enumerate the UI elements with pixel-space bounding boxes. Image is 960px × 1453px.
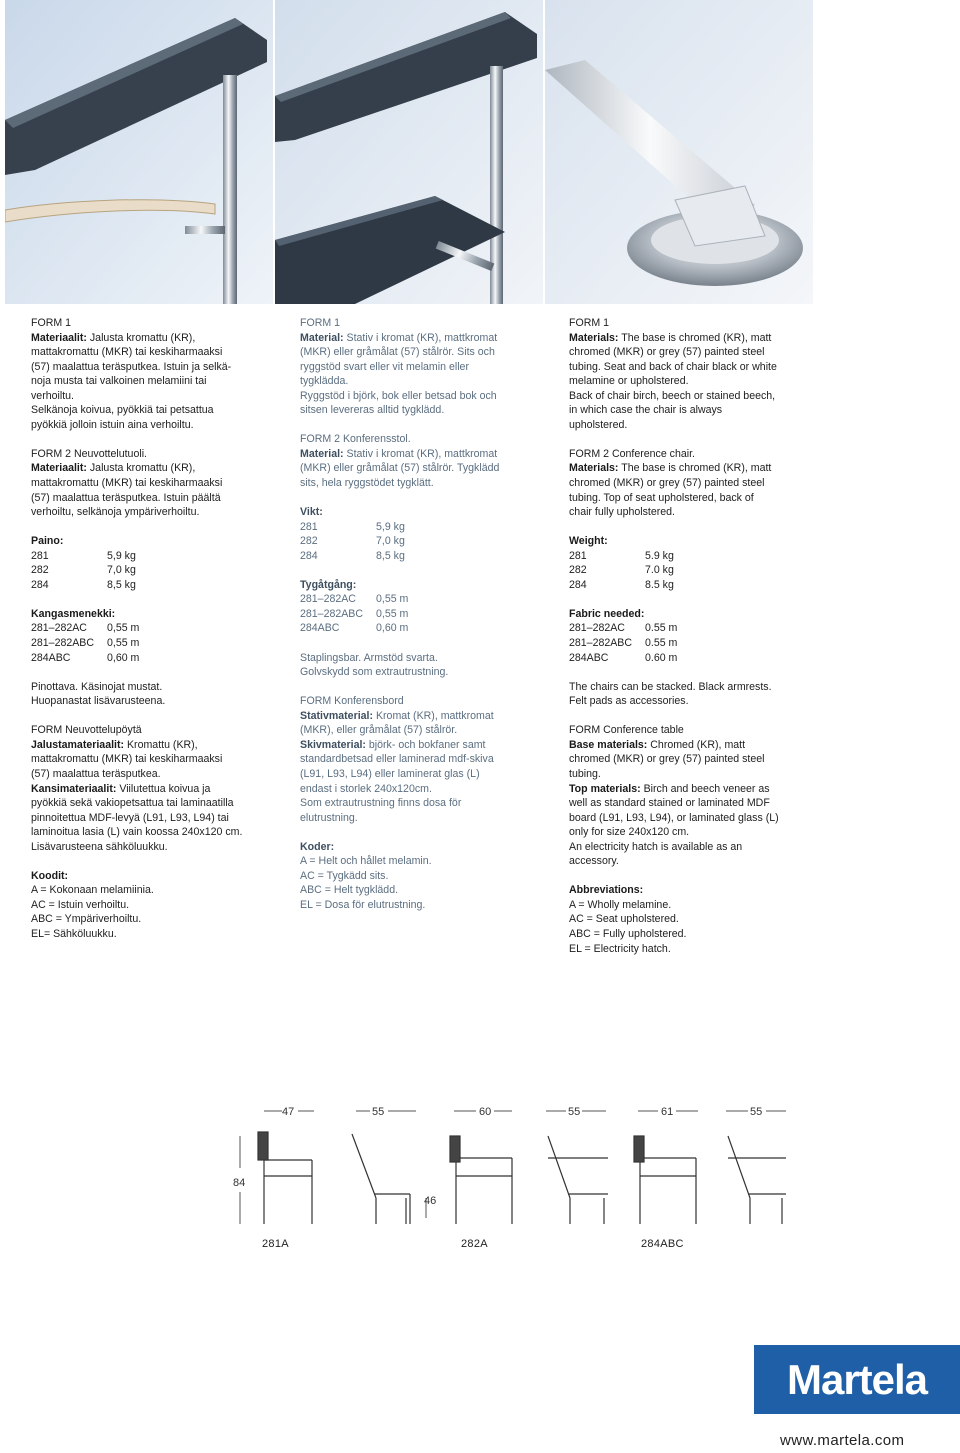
- text-line: laminoitua lasia (L) vain koossa 240x120 cm.: [31, 826, 243, 839]
- table-title: FORM Konferensbord: [300, 695, 404, 708]
- text-line: EL= Sähköluukku.: [31, 927, 117, 940]
- form2-section: [31, 447, 281, 520]
- text-line: chair fully upholstered.: [569, 506, 675, 519]
- text-line: verhoiltu, selkänoja ympäriverhoiltu.: [31, 506, 200, 519]
- text-line: tubing. Top of seat upholstered, back of: [569, 491, 754, 504]
- codes-label: Koder:: [300, 840, 335, 853]
- spec-row: 284 8,5 kg: [300, 549, 405, 562]
- text-line: melamine or upholstered.: [569, 375, 689, 388]
- text-line: (57) maalattua teräsputkea. Istuin ja selkä-: [31, 360, 232, 373]
- table-title: FORM Neuvottelupöytä: [31, 724, 142, 737]
- spec-row: 282 7,0 kg: [31, 564, 136, 577]
- width-label: 47: [282, 1106, 295, 1118]
- dimension-drawings: [230, 1100, 790, 1260]
- chair-side-drawing: [352, 1134, 410, 1224]
- text-line: (MKR) eller gråmålat (57) stålrör. Tygklädd: [300, 462, 500, 475]
- form1-title: FORM 1: [300, 317, 341, 329]
- spec-row: 284ABC 0,60 m: [31, 651, 140, 664]
- spec-row: 282 7.0 kg: [569, 564, 674, 577]
- text-line: A = Helt och hållet melamin.: [300, 855, 432, 868]
- weight-section: [569, 534, 819, 592]
- text-line: standardbetsad eller laminerad mdf-skiva: [300, 753, 494, 766]
- notes-text: [569, 680, 819, 709]
- spec-row: 281–282AC 0,55 m: [300, 593, 409, 606]
- weight-rows: [569, 549, 819, 593]
- table-section: [300, 694, 550, 825]
- chair-281a-drawing: [258, 1132, 312, 1224]
- logo-text: Martela: [786, 1355, 928, 1403]
- text-line: ABC = Helt tygklädd.: [300, 884, 399, 897]
- form1-text: [31, 331, 281, 433]
- spec-row: 281–282ABC 0.55 m: [569, 637, 678, 650]
- codes-section: [569, 883, 819, 956]
- text-line: Back of chair birch, beech or stained beech,: [569, 389, 776, 402]
- finnish-column: [31, 316, 281, 956]
- table-section: [569, 723, 819, 868]
- fabric-section: [31, 607, 281, 665]
- text-line: noja musta tai valkoinen melamiini tai: [31, 375, 207, 388]
- text-line: (MKR), eller gråmålat (57) stålrör.: [300, 724, 458, 737]
- codes-text: [569, 898, 819, 956]
- text-line: Felt pads as accessories.: [569, 695, 689, 708]
- weight-label: Paino:: [31, 535, 64, 548]
- spec-row: 281–282AC 0.55 m: [569, 622, 678, 635]
- text-line: AC = Istuin verhoiltu.: [31, 898, 130, 911]
- spec-row: 281–282AC 0,55 m: [31, 622, 140, 635]
- notes-text: [300, 651, 550, 680]
- text-line: Ryggstöd i björk, bok eller betsad bok och: [300, 389, 497, 402]
- text-line: in which case the chair is always: [569, 404, 723, 417]
- text-line: board (L91, L93, L94), or laminated glass (L): [569, 811, 779, 824]
- form2-text: [569, 461, 819, 519]
- english-column: [569, 316, 819, 971]
- text-line: Lisävarusteena sähköluukku.: [31, 840, 168, 853]
- text-line: elutrustning.: [300, 811, 358, 824]
- form2-title: FORM 2 Conference chair.: [569, 447, 695, 460]
- text-line: Stativmaterial: Kromat (KR), mattkromat: [300, 709, 494, 722]
- text-line: verhoiltu.: [31, 389, 74, 402]
- chair-side-drawing-2: [548, 1136, 608, 1224]
- table-text: [31, 738, 281, 854]
- weight-label: Weight:: [569, 535, 608, 548]
- text-line: only for size 240x120 cm.: [569, 826, 690, 839]
- text-line: EL = Dosa för elutrustning.: [300, 898, 426, 911]
- text-line: tubing. Seat and back of chair black or white: [569, 360, 777, 373]
- codes-text: [300, 854, 550, 912]
- text-line: (57) maalattua teräsputkea.: [31, 767, 161, 780]
- weight-rows: [300, 520, 550, 564]
- text-line: (MKR) eller gråmålat (57) stålrör. Sits och: [300, 346, 495, 359]
- text-line: The chairs can be stacked. Black armrests.: [569, 680, 772, 693]
- text-line: accessory.: [569, 855, 619, 868]
- width-label: 60: [479, 1106, 492, 1118]
- fabric-label: Fabric needed:: [569, 607, 645, 620]
- martela-logo: [754, 1345, 960, 1414]
- text-line: Top materials: Birch and beech veneer as: [569, 782, 770, 795]
- spec-row: 281 5.9 kg: [569, 549, 674, 562]
- text-line: Huopanastat lisävarusteena.: [31, 695, 166, 708]
- text-line: ryggstöd svart eller vit melamin eller: [300, 360, 469, 373]
- website-url[interactable]: www.martela.com: [780, 1432, 905, 1449]
- table-text: [300, 709, 550, 825]
- text-line: Selkänoja koivua, pyökkiä tai petsattua: [31, 404, 214, 417]
- form2-section: [569, 447, 819, 520]
- text-line: (57) maalattua teräsputkea. Istuin päältä: [31, 491, 221, 504]
- form2-text: [31, 461, 281, 519]
- width-label: 55: [372, 1106, 385, 1118]
- text-line: mattakromattu (MKR) tai keskiharmaaksi: [31, 753, 223, 766]
- spec-row: 281–282ABC 0,55 m: [300, 607, 409, 620]
- text-line: ABC = Fully upholstered.: [569, 927, 687, 940]
- notes-section: [300, 651, 550, 680]
- spec-row: 282 7,0 kg: [300, 535, 405, 548]
- text-line: AC = Tygkädd sits.: [300, 869, 389, 882]
- form1-title: FORM 1: [569, 317, 610, 329]
- text-line: Jalustamateriaalit: Kromattu (KR),: [31, 738, 198, 751]
- text-line: ABC = Ympäriverhoiltu.: [31, 913, 142, 926]
- text-line: Materiaalit: Jalusta kromattu (KR),: [31, 331, 196, 344]
- spec-row: 284 8,5 kg: [31, 578, 136, 591]
- model-label-282a: 282A: [461, 1238, 488, 1250]
- form1-text: [569, 331, 819, 433]
- text-line: Materiaalit: Jalusta kromattu (KR),: [31, 462, 196, 475]
- text-line: An electricity hatch is available as an: [569, 840, 743, 853]
- fabric-section: [569, 607, 819, 665]
- fabric-rows: [300, 592, 550, 636]
- form1-title: FORM 1: [31, 317, 72, 329]
- chair-282a-drawing: [450, 1136, 512, 1224]
- codes-text: [31, 883, 281, 941]
- text-line: chromed (MKR) or grey (57) painted steel: [569, 346, 765, 359]
- text-line: Base materials: Chromed (KR), matt: [569, 738, 746, 751]
- text-line: pyökkiä sekä vakiopetsattua tai laminaatilla: [31, 797, 234, 810]
- text-line: mattakromattu (MKR) tai keskiharmaaksi: [31, 477, 223, 490]
- form1-section: [569, 316, 819, 432]
- text-line: EL = Electricity hatch.: [569, 942, 671, 955]
- fabric-label: Kangasmenekki:: [31, 607, 116, 620]
- text-line: chromed (MKR) or grey (57) painted steel: [569, 753, 765, 766]
- model-label-281a: 281A: [262, 1238, 289, 1250]
- table-text: [569, 738, 819, 869]
- form2-text: [300, 447, 550, 491]
- text-line: A = Wholly melamine.: [569, 898, 672, 911]
- text-line: Material: Stativ i kromat (KR), mattkromat: [300, 447, 498, 460]
- chair-armrest-photo: [5, 0, 273, 304]
- text-line: well as standard stained or laminated MDF: [569, 797, 770, 810]
- codes-label: Koodit:: [31, 869, 69, 882]
- seat-height-label: 46: [424, 1195, 437, 1207]
- form2-title: FORM 2 Neuvottelutuoli.: [31, 447, 147, 460]
- text-line: Kansimateriaalit: Viilutettua koivua ja: [31, 782, 211, 795]
- notes-section: [31, 680, 281, 709]
- spec-row: 281 5,9 kg: [300, 520, 405, 533]
- notes-section: [569, 680, 819, 709]
- text-line: sits, hela ryggstödet tygklätt.: [300, 477, 434, 490]
- text-line: AC = Seat upholstered.: [569, 913, 679, 926]
- width-label: 55: [750, 1106, 763, 1118]
- text-line: Materials: The base is chromed (KR), matt: [569, 462, 772, 475]
- table-section: [31, 723, 281, 854]
- spec-row: 281–282ABC 0,55 m: [31, 637, 140, 650]
- form2-section: [300, 432, 550, 490]
- chair-284abc-drawing: [634, 1136, 696, 1224]
- text-line: tygklädda.: [300, 375, 349, 388]
- height-label: 84: [233, 1177, 246, 1189]
- spec-row: 284ABC 0,60 m: [300, 622, 409, 635]
- text-line: sitsen levereras alltid tygklädd.: [300, 404, 445, 417]
- weight-rows: [31, 549, 281, 593]
- text-line: Material: Stativ i kromat (KR), mattkromat: [300, 331, 498, 344]
- fabric-label: Tygåtgång:: [300, 578, 357, 591]
- spec-row: 284 8.5 kg: [569, 578, 674, 591]
- codes-label: Abbreviations:: [569, 884, 644, 897]
- text-line: Staplingsbar. Armstöd svarta.: [300, 651, 438, 664]
- table-title: FORM Conference table: [569, 724, 684, 737]
- text-line: Som extrautrustning finns dosa för: [300, 797, 462, 810]
- chair-side-drawing-3: [728, 1136, 786, 1224]
- weight-section: [31, 534, 281, 592]
- text-line: chromed (MKR) or grey (57) painted steel: [569, 477, 765, 490]
- fabric-rows: [31, 621, 281, 665]
- text-line: Materials: The base is chromed (KR), matt: [569, 331, 772, 344]
- form2-title: FORM 2 Konferensstol.: [300, 433, 411, 446]
- fabric-rows: [569, 621, 819, 665]
- notes-text: [31, 680, 281, 709]
- text-line: mattakromattu (MKR) tai keskiharmaaksi: [31, 346, 223, 359]
- text-line: pyökkiä jolloin istuin aina verhoiltu.: [31, 418, 194, 431]
- spec-row: 281 5,9 kg: [31, 549, 136, 562]
- width-label: 55: [568, 1106, 581, 1118]
- text-line: Golvskydd som extrautrustning.: [300, 666, 449, 679]
- text-line: endast i storlek 240x120cm.: [300, 782, 432, 795]
- text-line: Pinottava. Käsinojat mustat.: [31, 680, 163, 693]
- spec-row: 284ABC 0.60 m: [569, 651, 678, 664]
- text-line: tubing.: [569, 767, 601, 780]
- text-line: A = Kokonaan melamiinia.: [31, 884, 154, 897]
- chair-leg-photo: [545, 0, 813, 304]
- form1-text: [300, 331, 550, 418]
- text-line: pinnoitettua MDF-levyä (L91, L93, L94) tai: [31, 811, 229, 824]
- weight-label: Vikt:: [300, 506, 323, 519]
- chair-seat-photo: [275, 0, 543, 304]
- text-line: Skivmaterial: björk- och bokfaner samt: [300, 738, 486, 751]
- text-line: upholstered.: [569, 418, 628, 431]
- swedish-column: [300, 316, 550, 927]
- fabric-section: [300, 578, 550, 636]
- form1-section: [31, 316, 281, 432]
- model-label-284abc: 284ABC: [641, 1238, 684, 1250]
- form1-section: [300, 316, 550, 418]
- width-label: 61: [661, 1106, 674, 1118]
- text-line: (L91, L93, L94) eller laminerat glas (L): [300, 767, 480, 780]
- codes-section: [300, 840, 550, 913]
- weight-section: [300, 505, 550, 563]
- codes-section: [31, 869, 281, 942]
